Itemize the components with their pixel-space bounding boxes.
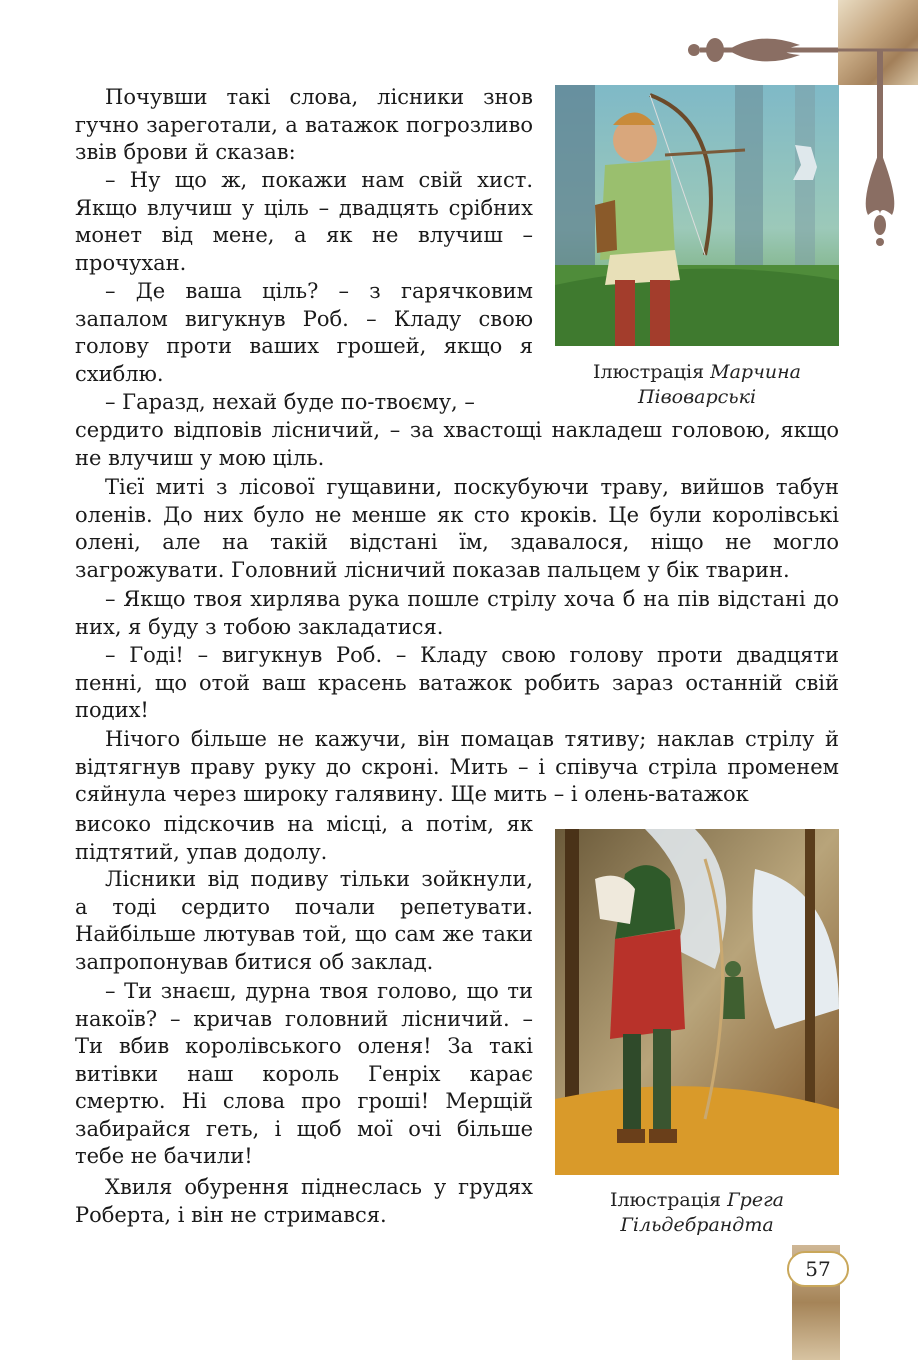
- illustration-archer-forest: [555, 85, 839, 346]
- caption-label: Ілюстрація: [593, 361, 711, 383]
- caption-author: Марчина Півоварські: [637, 361, 801, 408]
- caption-label: Ілюстрація: [609, 1189, 728, 1211]
- paragraph: – Ну що ж, покажи нам свій хист. Якщо влучиш у ціль – двадцять срібних монет від мене, а як не влучиш – прочухан.: [75, 168, 533, 275]
- paragraph: Лісники від подиву тільки зойкнули, а тоді сердито почали репетувати. Найбільше лютував той, що сам же таки запропонував битися об заклад.: [75, 867, 533, 974]
- paragraph: – Ти знаєш, дурна твоя голово, що ти накоїв? – кричав головний лісничий. – Ти вбив королівського оленя! За такі витівки наш король Генріх карає смертю. Ні слова про гроші! Мерщій забирайся геть, і щоб мої очі більше тебе не бачили!: [75, 979, 533, 1168]
- caption-illustration-1: [555, 360, 839, 410]
- caption-author: Грега Гільдебрандта: [620, 1189, 784, 1236]
- page-number: 57: [787, 1251, 849, 1287]
- paragraph: – Годі! – вигукнув Роб. – Кладу свою голову проти двадцяти пенні, що отой ваш красень ватажок робить зараз останній свій подих!: [75, 643, 839, 722]
- paragraph: сердито відповів лісничий, – за хвастощі накладеш головою, якщо не влучиш у мою ціль.: [75, 418, 839, 470]
- paragraph: – Гаразд, нехай буде по-твоєму, –: [105, 390, 475, 414]
- paragraph: Нічого більше не кажучи, він помацав тятиву; наклав стрілу й відтягнув праву руку до скроні. Мить – і співуча стріла променем сяйнула через широку галявину. Ще мить – і олень-ватажок: [75, 727, 839, 806]
- paragraph: Хвиля обурення піднеслась у грудях Роберта, і він не стримався.: [75, 1175, 533, 1227]
- caption-illustration-2: [555, 1188, 839, 1238]
- paragraph: – Де ваша ціль? – з гарячковим запалом вигукнув Роб. – Кладу свою голову проти ваших грошей, якщо я схиблю.: [75, 279, 533, 386]
- illustration-archer-red: [555, 829, 839, 1175]
- paragraph: високо підскочив на місці, а потім, як підтятий, упав додолу.: [75, 812, 533, 864]
- paragraph: – Якщо твоя хирлява рука пошле стрілу хоча б на пів відстані до них, я буду з тобою закладатися.: [75, 587, 839, 639]
- paragraph: Почувши такі слова, лісники знов гучно зареготали, а ватажок погрозливо звів брови й сказав:: [75, 85, 533, 164]
- paragraph: Тієї миті з лісової гущавини, поскубуючи траву, вийшов табун оленів. До них було не менше як сто кроків. Це були королівські олені, але на такій відстані їм, здавалося, ніщо не могло загрожувати. Головний лісничий показав пальцем у бік тварин.: [75, 475, 839, 582]
